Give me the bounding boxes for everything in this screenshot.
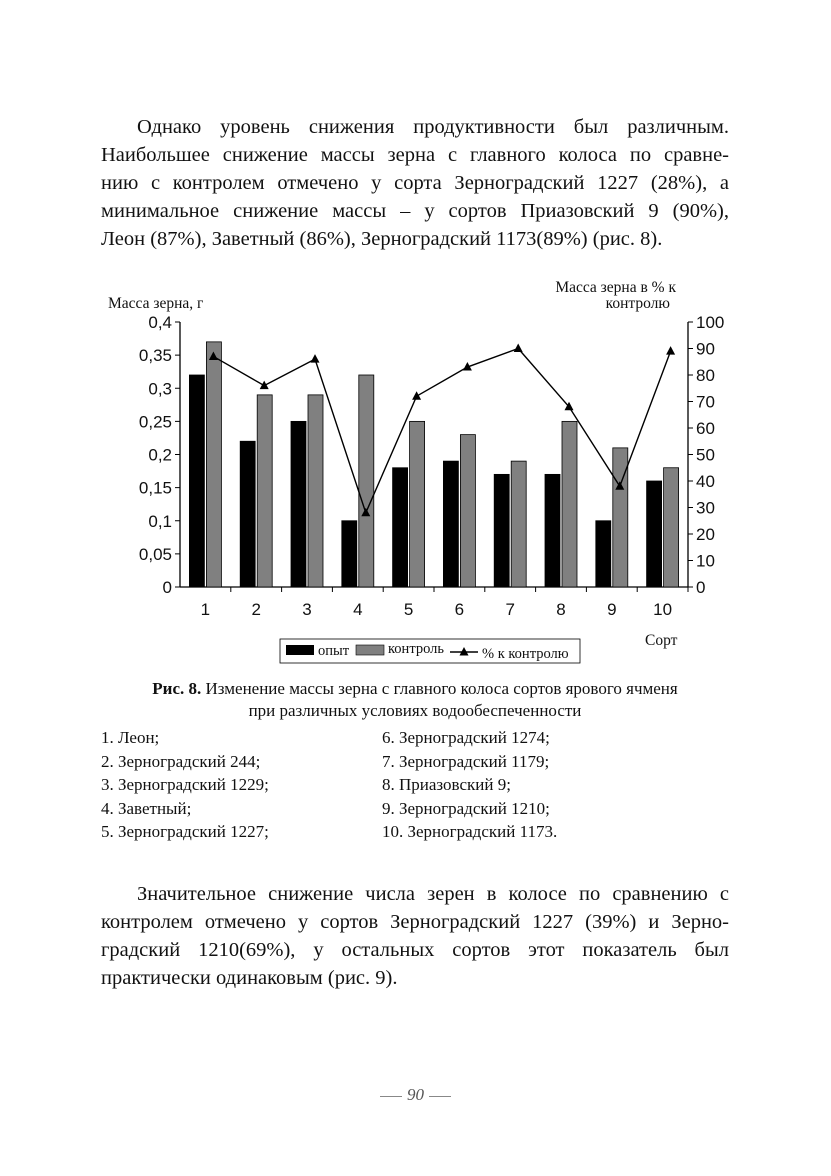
bar-kontrol [308, 395, 323, 587]
right-tick-label: 50 [696, 445, 715, 465]
chart-legend [280, 639, 580, 663]
bar-kontrol [613, 448, 628, 587]
right-tick-label: 0 [696, 578, 706, 597]
bar-opyt [494, 474, 509, 587]
right-tick-label: 30 [696, 498, 715, 518]
bar-opyt [443, 461, 458, 587]
bar-opyt [393, 468, 408, 587]
paragraph-line: контролем отмечено у сортов Зерноградский 1227 (39%) и Зерно- [101, 911, 729, 933]
paragraph-line: Леон (87%), Заветный (86%), Зерноградский 1173(89%) (рис. 8). [101, 228, 663, 250]
paragraph-productivity [101, 113, 729, 253]
figure-caption [101, 678, 729, 722]
right-tick-label: 40 [696, 472, 715, 491]
paragraph-line: Наибольшее снижение массы зерна с главного колоса по сравне- [101, 144, 729, 166]
variety-list-right [382, 726, 557, 844]
paragraph-line: минимальное снижение массы – у сортов Приазовский 9 (90%), [101, 200, 729, 222]
line-point-marker [514, 344, 523, 353]
bar-opyt [647, 481, 662, 587]
legend-swatch-opyt [286, 645, 314, 655]
right-tick-label: 100 [696, 313, 725, 332]
bar-opyt [596, 521, 611, 587]
bar-kontrol [257, 395, 272, 587]
series-line-percent [213, 349, 670, 513]
paragraph-line: Значительное снижение числа зерен в колосе по сравнению с [137, 883, 729, 905]
left-tick-label: 0,2 [148, 445, 172, 465]
bar-opyt [189, 375, 204, 587]
left-tick-label: 0,1 [148, 511, 172, 531]
x-axis-title: Сорт [645, 632, 678, 649]
bar-opyt [291, 421, 306, 587]
bar-kontrol [562, 421, 577, 587]
left-tick-label: 0,4 [148, 313, 172, 332]
list-item: 4. Заветный; [101, 798, 192, 818]
x-tick-label: 8 [556, 600, 566, 619]
paragraph-line: градский 1210(69%), у остальных сортов этот показатель был [101, 939, 729, 961]
left-tick-label: 0,05 [138, 544, 172, 564]
line-point-marker [412, 391, 421, 400]
bar-kontrol [460, 435, 475, 587]
paragraph-line: нию с контролем отмечено у сорта Зерноградский 1227 (28%), а [101, 172, 729, 194]
left-tick-label: 0,25 [138, 412, 172, 432]
plot-area [139, 313, 724, 619]
right-tick-label: 70 [696, 392, 715, 412]
right-tick-label: 10 [696, 551, 715, 571]
legend-swatch-kontrol [356, 645, 384, 655]
right-axis-title-line1: Масса зерна в % к [555, 279, 676, 296]
paragraph-grain-count [101, 880, 729, 992]
paragraph-line: практически одинаковым (рис. 9). [101, 967, 398, 989]
left-tick-label: 0 [162, 578, 172, 597]
paragraph-line: Однако уровень снижения продуктивности был различным. [137, 116, 729, 138]
x-tick-label: 6 [454, 600, 465, 619]
right-tick-label: 80 [696, 366, 715, 385]
bar-kontrol [664, 468, 679, 587]
line-point-marker [260, 381, 269, 390]
bar-opyt [240, 441, 255, 587]
x-tick-label: 2 [251, 600, 261, 619]
x-tick-label: 1 [200, 600, 211, 619]
x-tick-label: 4 [353, 600, 363, 619]
line-point-marker [311, 354, 320, 363]
variety-list-left [101, 726, 269, 844]
x-tick-label: 7 [505, 600, 515, 619]
caption-label: Рис. 8. [152, 679, 202, 698]
right-tick-label: 60 [696, 419, 715, 438]
right-axis-title-line2: контролю [605, 295, 670, 312]
list-item: 5. Зерноградский 1227; [101, 822, 269, 841]
list-item: 3. Зерноградский 1229; [101, 775, 269, 794]
left-tick-label: 0,3 [148, 379, 172, 399]
left-axis-title: Масса зерна, г [108, 295, 204, 312]
bar-kontrol [359, 375, 374, 587]
caption-text-line1: Изменение массы зерна с главного колоса сортов ярового ячменя [201, 679, 678, 698]
legend-label-kontrol: контроль [388, 641, 444, 657]
x-tick-label: 3 [302, 600, 312, 619]
page-number: 90 [0, 1085, 831, 1105]
legend-label-percent: % к контролю [482, 646, 569, 662]
list-item: 8. Приазовский 9; [382, 775, 511, 794]
left-tick-label: 0,35 [138, 346, 172, 366]
right-tick-label: 20 [696, 525, 715, 544]
bar-opyt [342, 521, 357, 587]
grain-mass-chart [100, 275, 730, 670]
line-point-marker [666, 346, 675, 355]
bar-kontrol [511, 461, 526, 587]
x-tick-label: 10 [653, 600, 673, 619]
right-tick-label: 90 [696, 339, 715, 359]
bar-kontrol [410, 421, 425, 587]
legend-label-opyt: опыт [318, 643, 350, 659]
list-item: 7. Зерноградский 1179; [382, 751, 550, 771]
left-tick-label: 0,15 [138, 478, 172, 498]
x-tick-label: 5 [403, 600, 414, 619]
list-item: 9. Зерноградский 1210; [382, 798, 550, 818]
list-item: 6. Зерноградский 1274; [382, 728, 550, 747]
caption-text-line2: при различных условиях водообеспеченности [248, 701, 582, 720]
list-item: 1. Леон; [101, 728, 160, 747]
bar-kontrol [206, 342, 221, 587]
list-item: 2. Зерноградский 244; [101, 751, 261, 771]
x-tick-label: 9 [607, 600, 617, 619]
list-item: 10. Зерноградский 1173. [382, 822, 558, 841]
bar-opyt [545, 474, 560, 587]
